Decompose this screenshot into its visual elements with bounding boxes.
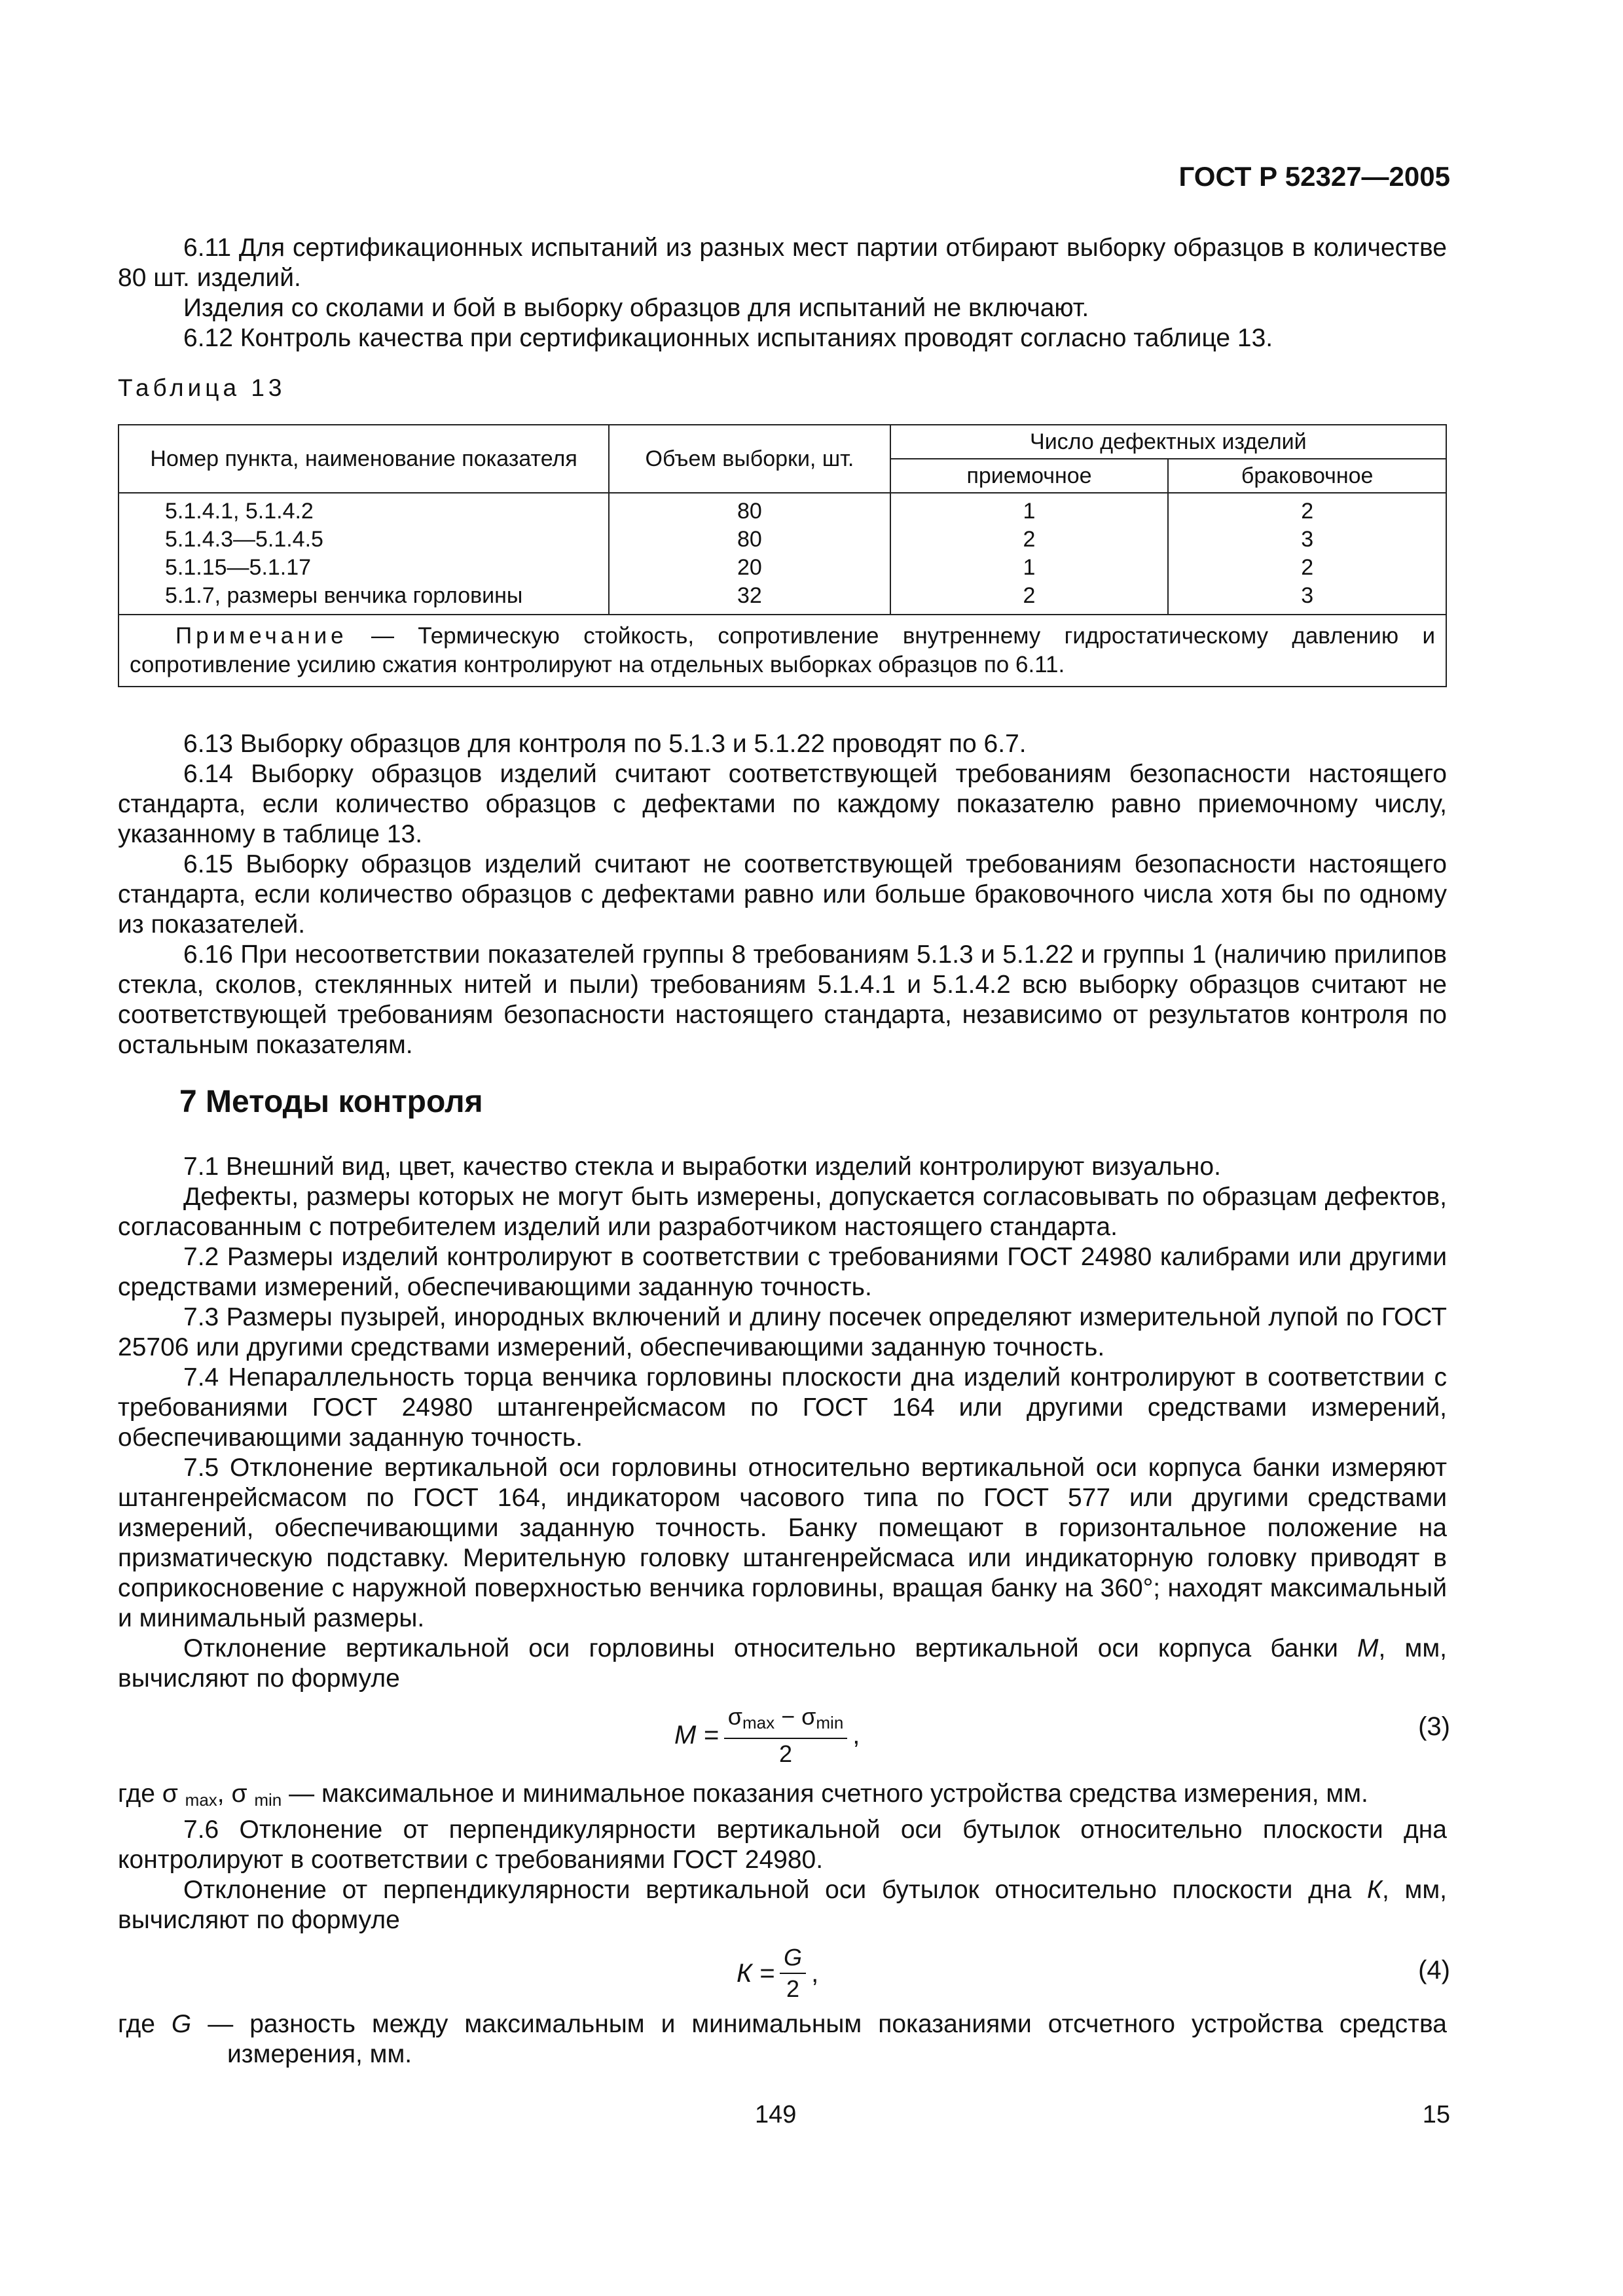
paragraph-6-13: 6.13 Выборку образцов для контроля по 5.1.3 и 5.1.22 проводят по 6.7. bbox=[183, 730, 1027, 758]
table-cell: 3 bbox=[1301, 583, 1314, 608]
table-cell: 2 bbox=[1023, 583, 1036, 608]
header-sample: Объем выборки, шт. bbox=[609, 425, 890, 493]
table-cell: 5.1.4.3—5.1.4.5 bbox=[165, 527, 323, 552]
paragraph-7-1b: Дефекты, размеры которых не могут быть измерены, допускается согласовывать по образцам дефектов, согласованным с потребителем изделий или разработчиком настоящего стандарта. bbox=[118, 1183, 1447, 1241]
after-table-block bbox=[118, 729, 1447, 1060]
equation-number-3: (3) bbox=[1418, 1712, 1450, 1741]
doc-code-header: ГОСТ Р 52327—2005 bbox=[1178, 161, 1450, 192]
table-cell: 2 bbox=[1301, 499, 1314, 524]
header-defects-group: Число дефектных изделий bbox=[890, 425, 1446, 459]
paragraph-6-11b: Изделия со сколами и бой в выборку образцов для испытаний не включают. bbox=[183, 294, 1089, 322]
table-cell: 5.1.15—5.1.17 bbox=[165, 555, 312, 580]
intro-block bbox=[118, 233, 1447, 353]
table-cell: 2 bbox=[1301, 555, 1314, 580]
header-reject: браковочное bbox=[1168, 459, 1446, 493]
table-cell: 1 bbox=[1023, 555, 1036, 580]
formula-3-lhs: М = bbox=[674, 1721, 719, 1749]
table-cell: 5.1.4.1, 5.1.4.2 bbox=[165, 499, 314, 524]
note-text: — Термическую стойкость, сопротивление внутреннему гидростатическому давлению и сопротивление усилию сжатия контролируют на отдельных выборках образцов по 6.11. bbox=[130, 623, 1435, 677]
sample-cell bbox=[609, 493, 890, 615]
equation-number-4: (4) bbox=[1418, 1956, 1450, 1984]
table-cell: 32 bbox=[737, 583, 762, 608]
footer-page-number-right: 15 bbox=[1422, 2101, 1450, 2128]
paragraph-7-1: 7.1 Внешний вид, цвет, качество стекла и выработки изделий контролируют визуально. bbox=[183, 1153, 1221, 1181]
formula-3: М = $\frac{\sigma_{max} - \sigma_{min}}{2}$ , bbox=[674, 1703, 860, 1767]
table-cell: 20 bbox=[737, 555, 762, 580]
table-note bbox=[119, 615, 1446, 687]
note-label: Примечание bbox=[175, 623, 348, 649]
items-cell bbox=[119, 493, 609, 615]
section-7-block bbox=[118, 1152, 1447, 1694]
paragraph-6-16: 6.16 При несоответствии показателей группы 8 требованиям 5.1.3 и 5.1.22 и группы 1 (наличию прилипов стекла, сколов, стеклянных нитей и пыли) требованиям 5.1.4.1 и 5.1.4.2 всю выборку образцов считают не соответствующей требованиям безопасности настоящего стандарта, независимо от результатов контроля по остальным показателям. bbox=[118, 941, 1447, 1059]
paragraph-6-11: 6.11 Для сертификационных испытаний из разных мест партии отбирают выборку образцов в количестве 80 шт. изделий. bbox=[118, 234, 1447, 292]
reject-cell bbox=[1168, 493, 1446, 615]
paragraph-7-5b: Отклонение вертикальной оси горловины относительно вертикальной оси корпуса банки М, мм, вычисляют по формуле bbox=[118, 1634, 1447, 1693]
paragraph-7-4: 7.4 Непараллельность торца венчика горловины плоскости дна изделий контролируют в соответствии с требованиями ГОСТ 24980 штангенрейсмасом по ГОСТ 164 или другими средствами измерений, обеспечивающими заданную точность. bbox=[118, 1363, 1447, 1452]
header-item: Номер пункта, наименование показателя bbox=[119, 425, 609, 493]
table-cell: 5.1.7, размеры венчика горловины bbox=[165, 583, 523, 608]
table-cell: 2 bbox=[1023, 527, 1036, 552]
table-13 bbox=[118, 424, 1447, 687]
table-cell: 3 bbox=[1301, 527, 1314, 552]
section-7-title: 7 Методы контроля bbox=[179, 1085, 483, 1119]
paragraph-7-3: 7.3 Размеры пузырей, инородных включений и длину посечек определяют измерительной лупой по ГОСТ 25706 или другими средствами измерений, обеспечивающими заданную точность. bbox=[118, 1303, 1447, 1361]
table-cell: 1 bbox=[1023, 499, 1036, 524]
paragraph-7-6b: Отклонение от перпендикулярности вертикальной оси бутылок относительно плоскости дна К, мм, вычисляют по формуле bbox=[118, 1876, 1447, 1934]
formula-3-denominator: 2 bbox=[779, 1740, 793, 1767]
formula-4: К = $\frac{G}{2}$ , bbox=[737, 1944, 819, 2002]
formula-4-denominator: 2 bbox=[786, 1975, 800, 2002]
paragraph-6-15: 6.15 Выборку образцов изделий считают не соответствующей требованиям безопасности настоящего стандарта, если количество образцов с дефектами равно или больше браковочного числа хотя бы по одному из показателей. bbox=[118, 850, 1447, 939]
table-cell: 80 bbox=[737, 499, 762, 524]
table-cell: 80 bbox=[737, 527, 762, 552]
header-accept: приемочное bbox=[890, 459, 1169, 493]
where-3: где σ $_{max}$, σ $_{min}$ — максимальное и минимальное показания счетного устройства средства измерения, мм. bbox=[118, 1780, 1368, 1810]
table-body-row bbox=[119, 493, 1446, 615]
where-4-block bbox=[118, 2009, 1447, 2070]
paragraph-6-14: 6.14 Выборку образцов изделий считают соответствующей требованиям безопасности настоящего стандарта, если количество образцов с дефектами по каждому показателю равно приемочному числу, указанному в таблице 13. bbox=[118, 760, 1447, 848]
section-7-block-2 bbox=[118, 1779, 1447, 1935]
paragraph-7-6: 7.6 Отклонение от перпендикулярности вертикальной оси бутылок относительно плоскости дна контролируют в соответствии с требованиями ГОСТ 24980. bbox=[118, 1816, 1447, 1874]
table-caption: Таблица 13 bbox=[118, 374, 286, 401]
formula-3-numerator: $\sigma_{max} - \sigma_{min}$ bbox=[724, 1703, 848, 1739]
where-4: где G — разность между максимальным и минимальным показаниями отсчетного устройства средства измерения, мм. bbox=[118, 2010, 1447, 2068]
paragraph-7-5: 7.5 Отклонение вертикальной оси горловины относительно вертикальной оси корпуса банки измеряют штангенрейсмасом по ГОСТ 164, индикатором часового типа по ГОСТ 577 или другими средствами измерений, обеспечивающими заданную точность. Банку помещают в горизонтальное положение на призматическую подставку. Мерительную головку штангенрейсмаса или индикаторную головку приводят в соприкосновение с наружной поверхностью венчика горловины, вращая банку на 360°; находят максимальный и минимальный размеры. bbox=[118, 1454, 1447, 1632]
formula-3-fraction bbox=[724, 1703, 848, 1768]
formula-4-lhs: К = bbox=[737, 1958, 775, 1988]
paragraph-6-12: 6.12 Контроль качества при сертификационных испытаниях проводят согласно таблице 13. bbox=[183, 324, 1273, 352]
formula-4-fraction bbox=[780, 1944, 806, 2003]
footer-page-number-center: 149 bbox=[755, 2101, 797, 2128]
formula-4-numerator: G bbox=[780, 1944, 806, 1974]
paragraph-7-2: 7.2 Размеры изделий контролируют в соответствии с требованиями ГОСТ 24980 калибрами или другими средствами измерений, обеспечивающими заданную точность. bbox=[118, 1243, 1447, 1301]
accept-cell bbox=[890, 493, 1169, 615]
